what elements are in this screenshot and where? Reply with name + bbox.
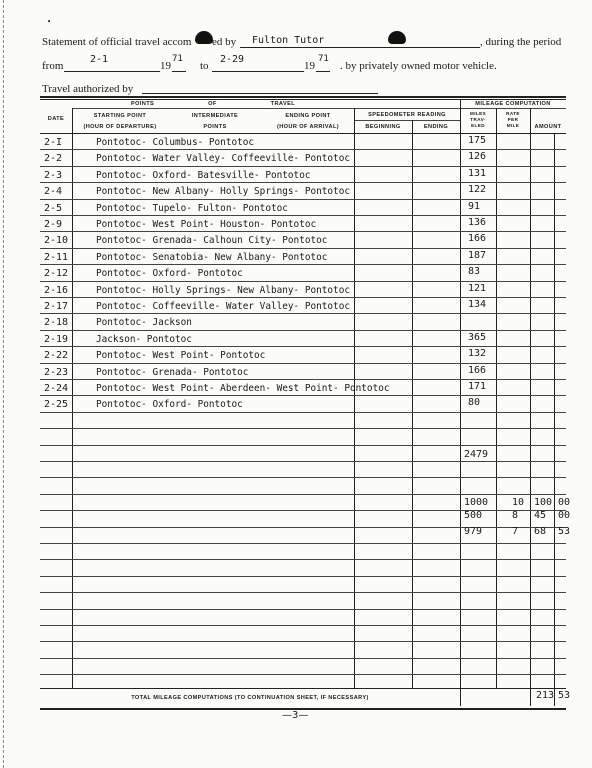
from-label: from — [42, 60, 64, 72]
row-date: 2-17 — [44, 301, 69, 312]
amount-header: AMOUNT — [534, 124, 562, 130]
speedometer-subrule — [354, 120, 460, 121]
comp-dollars: 68 — [534, 526, 547, 537]
col-line-date — [72, 108, 73, 688]
row-miles: 136 — [468, 217, 487, 228]
row-date: 2-22 — [44, 350, 69, 361]
accomplished-by-line — [240, 47, 480, 48]
row-rule — [40, 658, 566, 659]
total-cents: 53 — [558, 690, 571, 701]
row-route: Pontotoc- Holly Springs- New Albany- Pontotoc — [96, 285, 350, 296]
accomplished-by-value: Fulton Tutor — [252, 35, 325, 46]
punch-hole-left — [195, 31, 213, 44]
comp-cents: 00 — [558, 497, 571, 508]
row-route: Pontotoc- West Point- Houston- Pontotoc — [96, 219, 317, 230]
row-rule — [40, 330, 566, 331]
row-rule — [40, 445, 566, 446]
to-date-line — [212, 71, 304, 72]
table-double-rule — [40, 99, 566, 100]
comp-miles: 500 — [464, 510, 483, 521]
comp-miles: 1000 — [464, 497, 489, 508]
row-date: 2-10 — [44, 235, 69, 246]
period-label: , during the period — [480, 36, 562, 48]
punch-hole-right — [388, 31, 406, 44]
comp-miles: 979 — [464, 526, 483, 537]
row-rule — [40, 297, 566, 298]
row-miles: 175 — [468, 135, 487, 146]
footer-rule — [40, 688, 566, 689]
from-year-line — [172, 71, 186, 72]
miles-header-1: MILES — [469, 111, 487, 116]
row-rule — [40, 428, 566, 429]
header-bottom-rule — [40, 133, 566, 134]
total-dollars: 213 — [536, 690, 555, 701]
row-miles: 91 — [468, 201, 481, 212]
row-miles: 122 — [468, 184, 487, 195]
row-rule — [40, 625, 566, 626]
row-date: 2-2 — [44, 153, 63, 164]
comp-cents: 53 — [558, 526, 571, 537]
row-miles: 83 — [468, 266, 481, 277]
row-date: 2-12 — [44, 268, 69, 279]
row-rule — [40, 231, 566, 232]
row-rule — [40, 313, 566, 314]
authorized-label: Travel authorized by — [42, 83, 134, 95]
row-rule — [40, 494, 566, 495]
col-line-rate — [530, 108, 531, 706]
row-miles: 166 — [468, 233, 487, 244]
row-route: Pontotoc- Grenada- Calhoun City- Pontotoc — [96, 235, 328, 246]
row-date: 2-5 — [44, 203, 63, 214]
row-rule — [40, 395, 566, 396]
row-rule — [40, 609, 566, 610]
miles-header-3: ELED — [471, 123, 485, 128]
row-route: Pontotoc- Oxford- Batesville- Pontotoc — [96, 170, 311, 181]
ending-point-subheader: (HOUR OF ARRIVAL) — [276, 124, 340, 130]
row-rule — [40, 166, 566, 167]
row-date: 2-3 — [44, 170, 63, 181]
row-rule — [40, 412, 566, 413]
row-date: 2-18 — [44, 317, 69, 328]
row-date: 2-19 — [44, 334, 69, 345]
row-miles: 171 — [468, 381, 487, 392]
row-route: Jackson- Pontotoc — [96, 334, 192, 345]
row-miles: 166 — [468, 365, 487, 376]
row-rule — [40, 477, 566, 478]
row-route: Pontotoc- Water Valley- Coffeeville- Pontotoc — [96, 153, 350, 164]
from-year-value: 71 — [172, 54, 183, 64]
row-rule — [40, 527, 566, 528]
rate-header-3: MILE — [506, 123, 520, 128]
row-route: Pontotoc- Oxford- Pontotoc — [96, 268, 243, 279]
statement-label: Statement of official travel accom — [42, 36, 192, 48]
row-rule — [40, 641, 566, 642]
row-rule — [40, 199, 566, 200]
beginning-header: BEGINNING — [365, 124, 401, 130]
row-route: Pontotoc- Coffeeville- Water Valley- Pontotoc — [96, 301, 350, 312]
comp-cents: 00 — [558, 510, 571, 521]
row-rule — [40, 182, 566, 183]
row-rule — [40, 510, 566, 511]
col-line-ending — [460, 99, 461, 706]
row-miles: 131 — [468, 168, 487, 179]
authorized-line — [142, 93, 378, 94]
ending-point-header: ENDING POINT — [285, 113, 331, 119]
from-date-value: 2-1 — [90, 54, 109, 65]
row-route: Pontotoc- Columbus- Pontotoc — [96, 137, 255, 148]
row-rule — [40, 281, 566, 282]
miles-header-2: TRAV- — [470, 117, 486, 122]
row-rule — [40, 559, 566, 560]
col-line-ending-point — [354, 108, 355, 688]
rate-header-2: PER — [507, 117, 519, 122]
to-year-prefix: 19 — [304, 60, 315, 72]
starting-point-subheader: (HOUR OF DEPARTURE) — [83, 124, 157, 130]
row-route: Pontotoc- Jackson — [96, 317, 192, 328]
row-rule — [40, 674, 566, 675]
row-rule — [40, 543, 566, 544]
to-date-value: 2-29 — [220, 54, 245, 65]
vehicle-label: . by privately owned motor vehicle. — [340, 60, 497, 72]
row-route: Pontotoc- Senatobia- New Albany- Pontotoc — [96, 252, 328, 263]
page-number: —3— — [282, 710, 309, 721]
col-line-miles — [496, 108, 497, 688]
col-line-beginning — [412, 120, 413, 688]
row-route: Pontotoc- New Albany- Holly Springs- Pontotoc — [96, 186, 350, 197]
row-miles: 126 — [468, 151, 487, 162]
from-year-prefix: 19 — [160, 60, 171, 72]
row-rule — [40, 149, 566, 150]
to-year-line — [316, 71, 330, 72]
row-date: 2-4 — [44, 186, 63, 197]
points-of-travel-header: POINTS OF TRAVEL — [130, 101, 296, 107]
starting-point-header: STARTING POINT — [93, 113, 147, 119]
row-rule — [40, 264, 566, 265]
date-header: DATE — [47, 116, 65, 122]
row-rule — [40, 379, 566, 380]
to-year-value: 71 — [318, 54, 329, 64]
row-miles: 80 — [468, 397, 481, 408]
speedometer-reading-header: SPEEDOMETER READING — [368, 112, 446, 118]
comp-dollars: 45 — [534, 510, 547, 521]
row-rule — [40, 215, 566, 216]
speck: • — [47, 18, 52, 26]
row-miles: 132 — [468, 348, 487, 359]
row-date: 2-25 — [44, 399, 69, 410]
row-date: 2-I — [44, 137, 63, 148]
total-mileage-label: TOTAL MILEAGE COMPUTATIONS (TO CONTINUATION SHEET, IF NECESSARY) — [131, 695, 369, 701]
row-date: 2-11 — [44, 252, 69, 263]
row-rule — [40, 363, 566, 364]
intermediate-subheader: POINTS — [203, 124, 227, 130]
ending-header: ENDING — [423, 124, 449, 130]
comp-rate: 8 — [512, 510, 519, 521]
row-date: 2-24 — [44, 383, 69, 394]
row-rule — [40, 248, 566, 249]
comp-rate: 7 — [512, 526, 519, 537]
row-rule — [40, 346, 566, 347]
row-date: 2-23 — [44, 367, 69, 378]
comp-rate: 10 — [512, 497, 525, 508]
intermediate-header: INTERMEDIATE — [191, 113, 239, 119]
row-rule — [40, 576, 566, 577]
row-miles: 121 — [468, 283, 487, 294]
row-miles: 134 — [468, 299, 487, 310]
mileage-computation-header: MILEAGE COMPUTATION — [475, 101, 551, 107]
row-rule — [40, 461, 566, 462]
to-label: to — [200, 60, 209, 72]
row-route: Pontotoc- Oxford- Pontotoc — [96, 399, 243, 410]
row-route: Pontotoc- West Point- Pontotoc — [96, 350, 266, 361]
row-date: 2-16 — [44, 285, 69, 296]
col-line-cents — [554, 133, 555, 706]
statement-mid: ed by — [212, 36, 237, 48]
row-miles: 365 — [468, 332, 487, 343]
total-miles: 2479 — [464, 449, 489, 460]
row-route: Pontotoc- West Point- Aberdeen- West Point- Pontotoc — [96, 383, 390, 394]
row-route: Pontotoc- Grenada- Pontotoc — [96, 367, 249, 378]
rate-header-1: RATE — [506, 111, 520, 116]
row-rule — [40, 592, 566, 593]
comp-dollars: 100 — [534, 497, 553, 508]
row-miles: 187 — [468, 250, 487, 261]
row-route: Pontotoc- Tupelo- Fulton- Pontotoc — [96, 203, 288, 214]
row-date: 2-9 — [44, 219, 63, 230]
margin-dashes — [3, 0, 4, 768]
from-date-line — [64, 71, 160, 72]
header-subrule — [72, 108, 566, 109]
